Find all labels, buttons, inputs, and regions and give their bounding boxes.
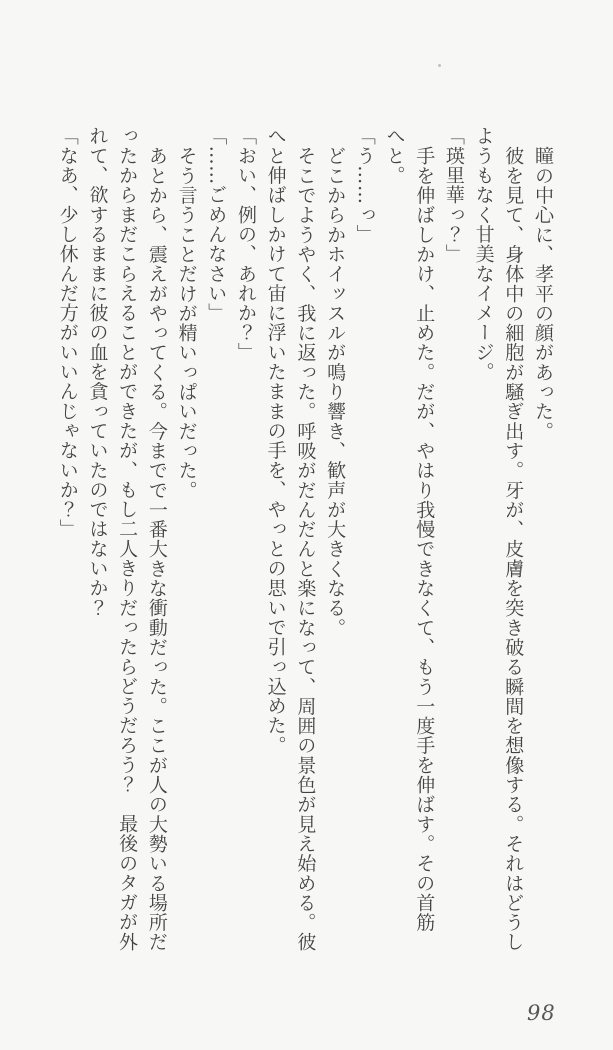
text-line: へと伸ばしかけて宙に浮いたままの手を、やっとの思いで引っ込めた。 xyxy=(264,126,287,755)
body-text xyxy=(51,126,557,962)
text-line: そう言うことだけが精いっぱいだった。 xyxy=(175,145,198,500)
text-line: 彼を見て、身体中の細胞が騒ぎ出す。牙が、皮膚を突き破る瞬間を想像する。それはどうし xyxy=(502,145,525,952)
text-line: そこでようやく、我に返った。呼吸がだんだんと楽になって、周囲の景色が見え始める。彼 xyxy=(294,145,317,952)
text-line: 「なあ、少し休んだ方がいいんじゃないか？」 xyxy=(56,126,79,539)
text-line: どこからかホイッスルが鳴り響き、歓声が大きくなる。 xyxy=(324,145,347,637)
text-line: 「瑛里華っ？」 xyxy=(442,126,465,264)
text-line: れて、欲するままに彼の血を貪っていたのではないか？ xyxy=(86,126,109,618)
text-line: あとから、震えがやってくる。今までで一番大きな衝動だった。ここが人の大勢いる場所だ xyxy=(145,145,168,952)
scan-speck xyxy=(438,64,441,67)
text-line: 瞳の中心に、孝平の顔があった。 xyxy=(532,145,554,441)
text-line: へと。 xyxy=(383,126,406,185)
text-line: 「おい、例の、あれか？」 xyxy=(234,126,257,362)
text-line: 「う……っ」 xyxy=(353,126,376,244)
text-line: ったからまだこらえることができたが、もし二人きりだったらどうだろう？ 最後のタガが外 xyxy=(116,126,139,952)
text-line: 「……ごめんなさい」 xyxy=(205,126,228,323)
page-number: 98 xyxy=(527,1001,556,1025)
text-line: ようもなく甘美なイメージ。 xyxy=(472,126,495,382)
text-line: 手を伸ばしかけ、止めた。だが、やはり我慢できなくて、もう一度手を伸ばす。その首筋 xyxy=(413,145,436,932)
